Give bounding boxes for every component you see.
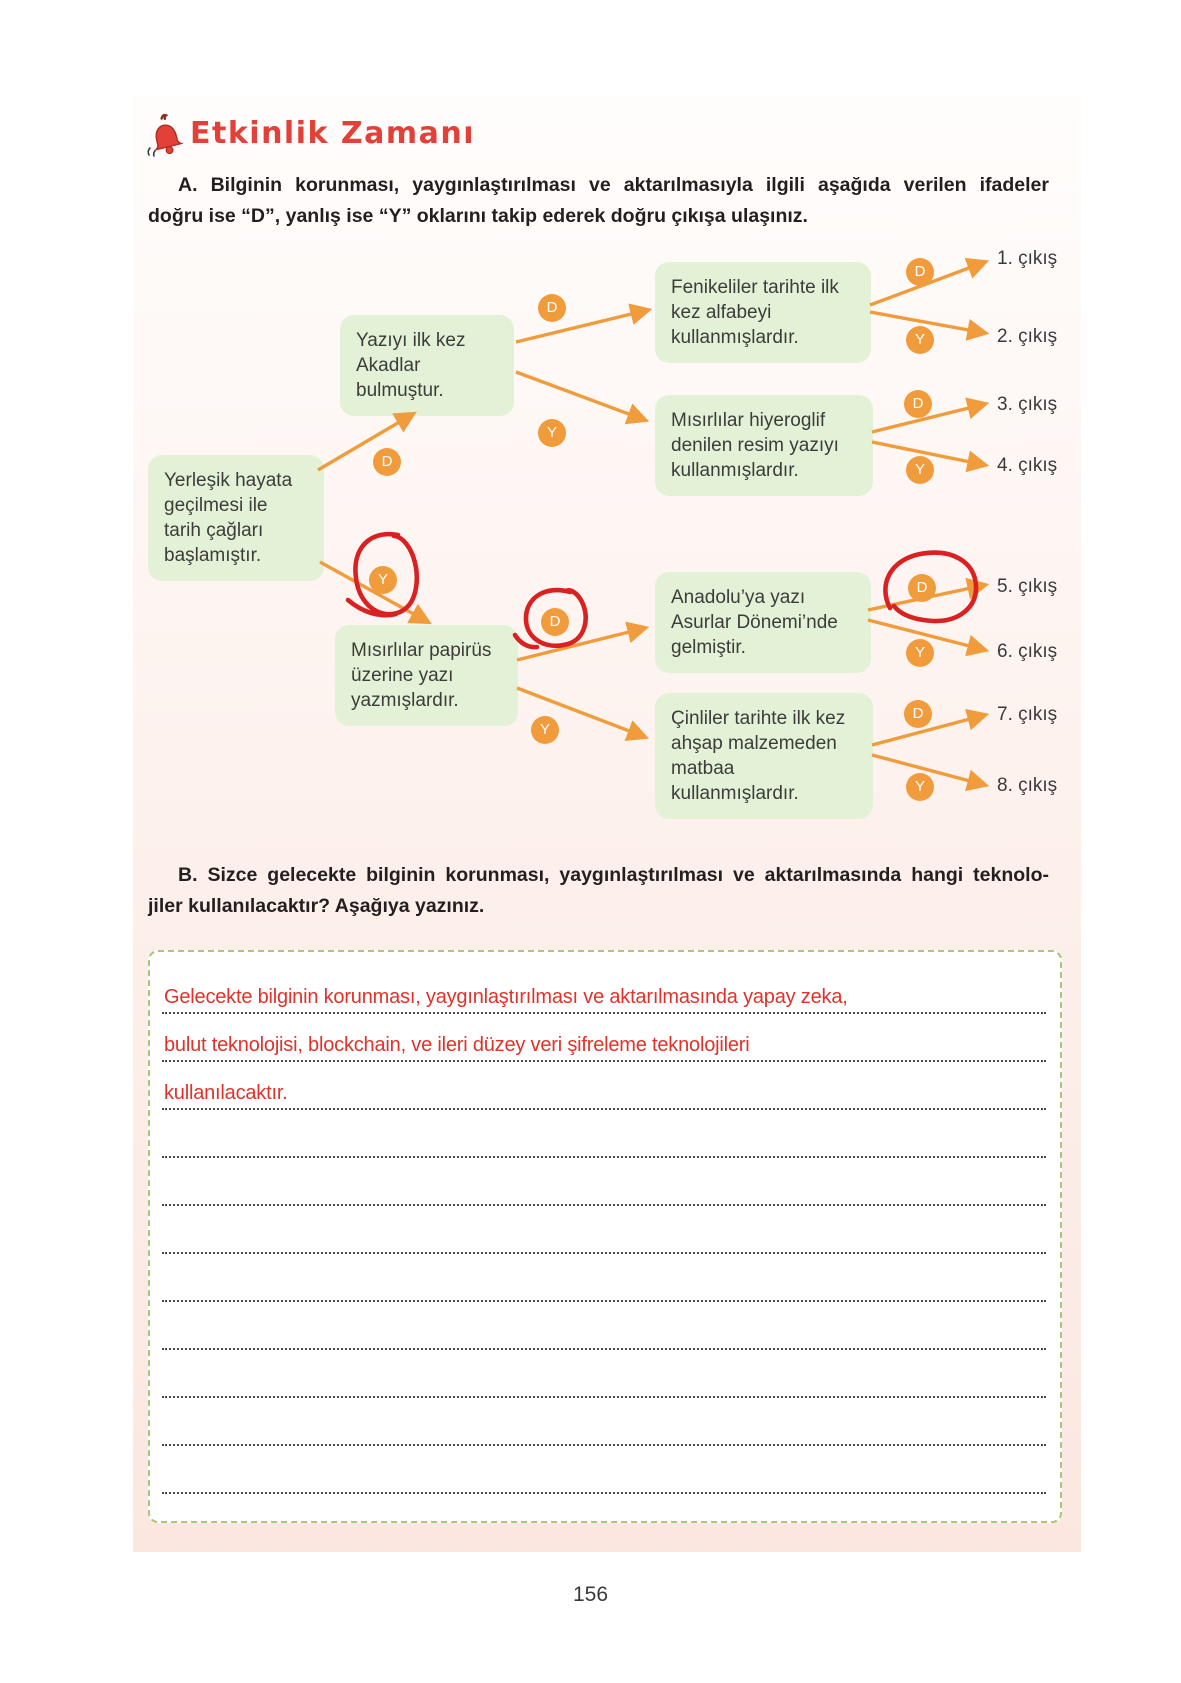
- dotted-line: [162, 1060, 1046, 1062]
- exit-1: 1. çıkış: [997, 248, 1058, 269]
- exit-7: 7. çıkış: [997, 704, 1058, 725]
- exit-2: 2. çıkış: [997, 326, 1058, 347]
- dotted-line: [162, 1348, 1046, 1350]
- dotted-line: [162, 1204, 1046, 1206]
- section-b-prompt-line1: B. Sizce gelecekte bilginin korunması, yaygınlaştırılması ve aktarılmasında hangi teknolo-: [178, 864, 1049, 886]
- node-start: Yerleşik hayata geçilmesi ile tarih çağları başlamıştır.: [148, 455, 324, 581]
- node-hiyeroglif: Mısırlılar hiyeroglif denilen resim yazıyı kullanmışlardır.: [655, 395, 873, 496]
- answer-line-2: bulut teknolojisi, blockchain, ve ileri düzey veri şifreleme teknolojileri: [164, 1034, 750, 1056]
- branch-y-hiyeroglif: Y: [906, 456, 934, 484]
- section-b-prompt-line2: jiler kullanılacaktır? Aşağıya yazınız.: [148, 895, 485, 917]
- node-akadlar: Yazıyı ilk kez Akadlar bulmuştur.: [340, 315, 514, 416]
- page-number: 156: [572, 1583, 609, 1606]
- branch-y-cinliler: Y: [906, 773, 934, 801]
- flow-arrow-lines: [318, 262, 985, 785]
- branch-d-fenikeliler: D: [906, 258, 934, 286]
- dotted-line: [162, 1492, 1046, 1494]
- branch-y-papirus: Y: [531, 716, 559, 744]
- dotted-line: [162, 1012, 1046, 1014]
- branch-d-cinliler: D: [904, 700, 932, 728]
- exit-3: 3. çıkış: [997, 394, 1058, 415]
- node-papirus: Mısırlılar papirüs üzerine yazı yazmışlardır.: [335, 625, 518, 726]
- dotted-line: [162, 1444, 1046, 1446]
- bell-icon: [144, 112, 188, 160]
- flow-arrows: [130, 240, 1080, 840]
- section-a-prompt-line2: doğru ise “D”, yanlış ise “Y” oklarını takip ederek doğru çıkışa ulaşınız.: [148, 205, 808, 227]
- branch-d-papirus: D: [541, 608, 569, 636]
- branch-d-anadolu: D: [908, 574, 936, 602]
- section-a-prompt: [148, 170, 1049, 232]
- node-fenikeliler: Fenikeliler tarihte ilk kez alfabeyi kullanmışlardır.: [655, 262, 871, 363]
- answer-line-3: kullanılacaktır.: [164, 1082, 288, 1104]
- node-cinliler: Çinliler tarihte ilk kez ahşap malzemeden matbaa kullanmışlardır.: [655, 693, 873, 819]
- page-title: Etkinlik Zamanı: [190, 116, 476, 151]
- answer-line-1: Gelecekte bilginin korunması, yaygınlaştırılması ve aktarılmasında yapay zeka,: [164, 986, 848, 1008]
- dotted-line: [162, 1108, 1046, 1110]
- dotted-line: [162, 1300, 1046, 1302]
- branch-d-akadlar: D: [538, 294, 566, 322]
- dotted-line: [162, 1252, 1046, 1254]
- branch-y-start: Y: [369, 566, 397, 594]
- exit-6: 6. çıkış: [997, 641, 1058, 662]
- red-pen-marks: [348, 534, 976, 647]
- branch-y-akadlar: Y: [538, 419, 566, 447]
- branch-y-fenikeliler: Y: [906, 326, 934, 354]
- node-anadolu: Anadolu’ya yazı Asurlar Dönemi’nde gelmiştir.: [655, 572, 871, 673]
- dotted-line: [162, 1156, 1046, 1158]
- section-a-prompt-line1: A. Bilginin korunması, yaygınlaştırılması ve aktarılmasıyla ilgili aşağıda verilen ifadeler: [178, 174, 1049, 196]
- exit-5: 5. çıkış: [997, 576, 1058, 597]
- branch-y-anadolu: Y: [906, 639, 934, 667]
- section-b-prompt: [148, 860, 1049, 922]
- branch-d-start: D: [373, 448, 401, 476]
- exit-4: 4. çıkış: [997, 455, 1058, 476]
- dotted-line: [162, 1396, 1046, 1398]
- exit-8: 8. çıkış: [997, 775, 1058, 796]
- branch-d-hiyeroglif: D: [904, 390, 932, 418]
